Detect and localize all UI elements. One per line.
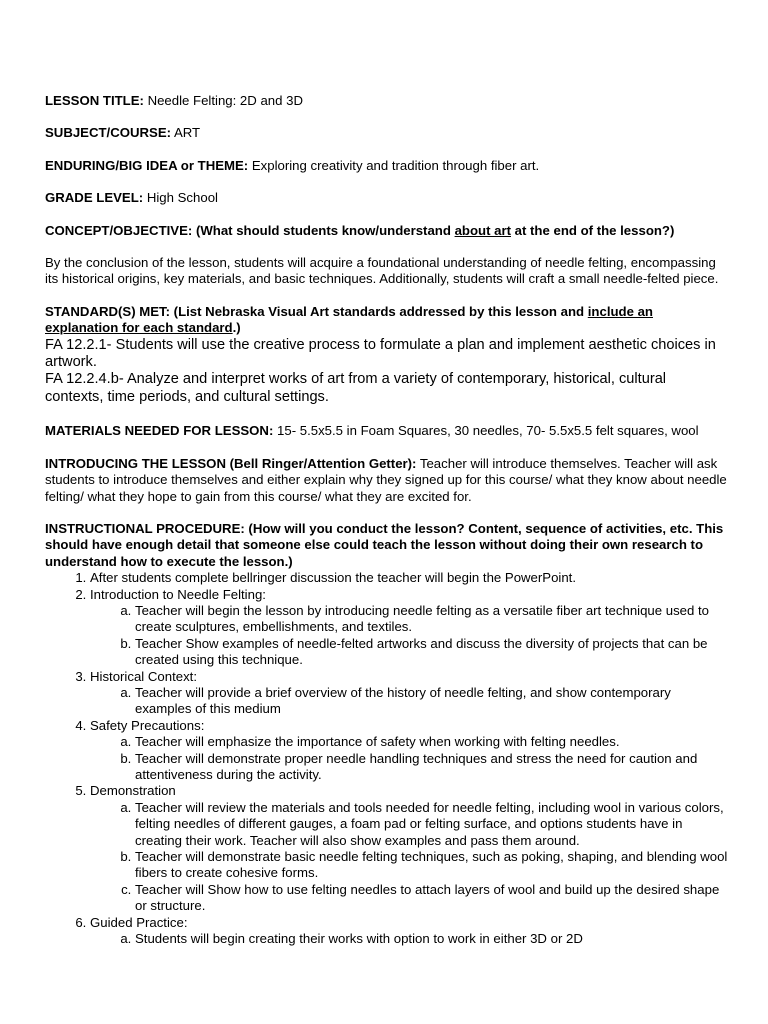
standards-label-underlined: include an explanation for each standard — [45, 303, 653, 336]
procedure-substeps — [90, 603, 728, 669]
lesson-title-value: Needle Felting: 2D and 3D — [143, 93, 303, 108]
procedure-step: 3. Historical Context: a. Teacher will provide a brief overview of the history of needle felting, and show contemporary examples of this medium — [90, 669, 728, 718]
theme-label: ENDURING/BIG IDEA or THEME: — [45, 157, 249, 173]
procedure-substep: b. Teacher Show examples of needle-felted artworks and discuss the diversity of projects that can be created using this technique. — [135, 636, 728, 669]
subject-course — [45, 125, 728, 141]
introducing-the-lesson — [45, 456, 728, 505]
procedure-steps — [45, 570, 728, 947]
procedure-substep: a. Teacher will emphasize the importance of safety when working with felting needles. — [135, 734, 728, 750]
concept-objective-text: By the conclusion of the lesson, students will acquire a foundational understanding of needle felting, encompassing its historical origins, key materials, and basic techniques. Additionally, students will craft a small needle-felted piece. — [45, 255, 719, 287]
materials-label: MATERIALS NEEDED FOR LESSON: — [45, 423, 274, 439]
intro-value: Teacher will introduce themselves. Teacher will ask students to introduce themselves and either explain why they signed up for this course/ what they know about needle felting/ what they hope to gain from this course/ what they are excited for. — [45, 455, 727, 504]
procedure-substeps — [90, 931, 728, 947]
procedure-substep: a. Teacher will review the materials and tools needed for needle felting, including wool in various colors, felting needles of different gauges, a foam pad or felting surface, and options students have in creating their work. Teacher will also show examples and pass them around. — [135, 800, 728, 849]
standards-label-a: STANDARD(S) MET: (List Nebraska Visual Art standards addressed by this lesson and — [45, 303, 588, 319]
procedure-substeps — [90, 800, 728, 915]
procedure-substep: a. Teacher will begin the lesson by introducing needle felting as a versatile fiber art technique used to create sculptures, embellishments, and textiles. — [135, 603, 728, 636]
grade-level — [45, 190, 728, 206]
procedure-step: 5. Demonstration a. Teacher will review the materials and tools needed for needle felting, including wool in various colors, felting needles of different gauges, a foam pad or felting surface, and options students have in creating their work. Teacher will also show examples and pass them around. b. Teacher will demonstrate basic needle felting techniques, such as poking, shaping, and blending wool fibers to create cohesive forms. c. Teacher will Show how to use felting needles to attach layers of wool and build up the desired shape or structure. — [90, 783, 728, 914]
concept-objective-heading — [45, 223, 728, 239]
procedure-step: 1. After students complete bellringer discussion the teacher will begin the PowerPoint. — [90, 570, 728, 586]
big-idea-theme — [45, 158, 728, 174]
procedure-substep: a. Students will begin creating their works with option to work in either 3D or 2D — [135, 931, 728, 947]
subject-value: ART — [171, 125, 201, 141]
procedure-step: 2. Introduction to Needle Felting: a. Teacher will begin the lesson by introducing needle felting as a versatile fiber art technique used to create sculptures, embellishments, and textiles. b. Teacher Show examples of needle-felted artworks and discuss the diversity of projects that can be created using this technique. — [90, 587, 728, 669]
concept-label-a: CONCEPT/OBJECTIVE: (What should students know/understand — [45, 222, 455, 238]
procedure-substeps — [90, 685, 728, 718]
standard-fa-12-2-1: FA 12.2.1- Students will use the creative process to formulate a plan and implement aesthetic choices in artwork. — [45, 336, 716, 371]
instructional-procedure-heading: INSTRUCTIONAL PROCEDURE: (How will you conduct the lesson? Content, sequence of activities, etc. This should have enough detail that someone else could teach the lesson without doing their own research to understand how to execute the lesson.) — [45, 520, 724, 569]
procedure-substep: a. Teacher will provide a brief overview of the history of needle felting, and show contemporary examples of this medium — [135, 685, 728, 718]
procedure-step: 6. Guided Practice: a. Students will begin creating their works with option to work in either 3D or 2D — [90, 915, 728, 948]
procedure-substep: b. Teacher will demonstrate proper needle handling techniques and stress the need for caution and attentiveness during the activity. — [135, 751, 728, 784]
procedure-substep: c. Teacher will Show how to use felting needles to attach layers of wool and build up the desired shape or structure. — [135, 882, 728, 915]
standards-label-b: .) — [232, 320, 241, 336]
subject-label: SUBJECT/COURSE: — [45, 125, 172, 141]
concept-label-b: at the end of the lesson?) — [510, 222, 675, 238]
lesson-title — [45, 93, 728, 109]
procedure-step: 4. Safety Precautions: a. Teacher will emphasize the importance of safety when working with felting needles. b. Teacher will demonstrate proper needle handling techniques and stress the need for caution and attentiveness during the activity. — [90, 718, 728, 784]
theme-value: Exploring creativity and tradition through fiber art. — [248, 157, 540, 173]
procedure-substeps — [90, 734, 728, 783]
procedure-substep: b. Teacher will demonstrate basic needle felting techniques, such as poking, shaping, and blending wool fibers to create cohesive forms. — [135, 849, 728, 882]
concept-label-underlined: about art — [454, 222, 511, 238]
lesson-title-label: LESSON TITLE: — [45, 93, 144, 108]
materials-value: 15- 5.5x5.5 in Foam Squares, 30 needles, 70- 5.5x5.5 felt squares, wool — [273, 423, 699, 439]
standard-fa-12-2-4-b: FA 12.2.4.b- Analyze and interpret works of art from a variety of contemporary, historical, cultural contexts, time periods, and cultural settings. — [45, 371, 667, 405]
grade-value: High School — [143, 190, 218, 206]
intro-label: INTRODUCING THE LESSON (Bell Ringer/Attention Getter): — [45, 455, 417, 471]
grade-label: GRADE LEVEL: — [45, 190, 144, 206]
standards-heading — [45, 304, 728, 337]
materials-needed — [45, 423, 728, 439]
